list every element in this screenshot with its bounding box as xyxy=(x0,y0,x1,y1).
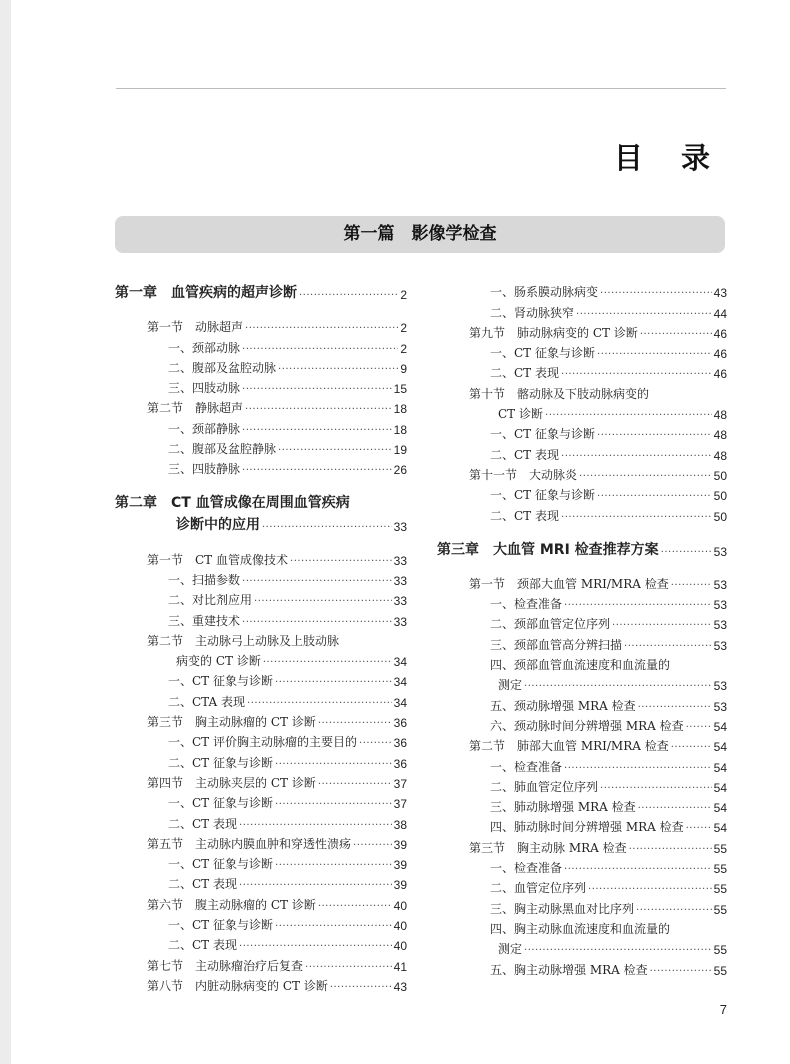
toc-page-number: 54 xyxy=(713,821,727,836)
toc-entry-title: 第二节 主动脉弓上动脉及上肢动脉 xyxy=(147,633,340,648)
toc-section[interactable] xyxy=(437,734,727,754)
toc-entry-title: 二、对比剂应用 xyxy=(168,593,253,608)
toc-page-number: 48 xyxy=(713,448,727,463)
toc-column-left xyxy=(115,280,407,994)
toc-page-number: 54 xyxy=(713,760,727,775)
toc-section[interactable] xyxy=(437,381,727,401)
part-heading: 第一篇 影像学检查 xyxy=(115,216,725,253)
toc-page-number: 18 xyxy=(393,422,407,437)
toc-section[interactable] xyxy=(115,547,407,567)
toc-entry-title: 二、CT 表现 xyxy=(490,366,560,381)
toc-entry-title: 二、CTA 表现 xyxy=(168,694,246,709)
dot-leader xyxy=(564,598,712,608)
dot-leader xyxy=(278,362,398,372)
toc-item[interactable] xyxy=(115,689,407,709)
toc-entry-title: 第五节 主动脉内膜血肿和穿透性溃疡 xyxy=(147,836,352,851)
dot-leader xyxy=(330,980,392,990)
toc-item[interactable] xyxy=(437,775,727,795)
toc-entry-title: 第二章 CT 血管成像在周围血管疾病 xyxy=(115,495,350,512)
page-title: 目 录 xyxy=(613,141,724,175)
dot-leader xyxy=(597,347,712,357)
toc-entry-title: 第四节 主动脉夹层的 CT 诊断 xyxy=(147,775,316,790)
dot-leader xyxy=(564,862,712,872)
toc-page-number: 39 xyxy=(393,858,407,873)
toc-page-number: 48 xyxy=(713,408,727,423)
toc-page-number: 9 xyxy=(400,361,407,376)
dot-leader xyxy=(661,545,712,555)
toc-section[interactable] xyxy=(437,572,727,592)
toc-chapter[interactable] xyxy=(437,537,727,559)
dot-leader xyxy=(275,675,392,685)
dot-leader xyxy=(564,761,712,771)
toc-entry-title: 第二节 静脉超声 xyxy=(147,401,244,416)
toc-page-number: 38 xyxy=(393,817,407,832)
toc-page-number: 50 xyxy=(713,509,727,524)
toc-entry-title: 一、颈部静脉 xyxy=(168,421,241,436)
toc-section[interactable] xyxy=(115,953,407,973)
page-edge xyxy=(0,0,11,1064)
toc-item[interactable] xyxy=(115,730,407,750)
dot-leader xyxy=(671,740,712,750)
toc-entry-title: 一、检查准备 xyxy=(490,597,563,612)
toc-entry-title: 六、颈动脉时间分辨增强 MRA 检查 xyxy=(490,718,684,733)
toc-item[interactable] xyxy=(437,632,727,652)
toc-item[interactable] xyxy=(115,872,407,892)
header-rule xyxy=(116,88,726,89)
toc-entry-title: 二、CT 征象与诊断 xyxy=(168,755,274,770)
toc-item[interactable] xyxy=(437,361,727,381)
toc-page-number: 40 xyxy=(393,898,407,913)
toc-entry-title: 三、胸主动脉黑血对比序列 xyxy=(490,901,635,916)
dot-leader xyxy=(242,382,392,392)
toc-page-number: 46 xyxy=(713,347,727,362)
toc-page-number: 33 xyxy=(393,573,407,588)
toc-item[interactable] xyxy=(115,356,407,376)
toc-entry-title: 测定 xyxy=(498,942,523,957)
toc-entry-title: 一、肠系膜动脉病变 xyxy=(490,285,599,300)
toc-page-number: 53 xyxy=(713,679,727,694)
toc-chapter-continued[interactable] xyxy=(115,512,407,534)
toc-page-number: 36 xyxy=(393,756,407,771)
dot-leader xyxy=(650,964,712,974)
toc-entry-title: 第十节 髂动脉及下肢动脉病变的 xyxy=(469,386,650,401)
toc-item[interactable] xyxy=(437,483,727,503)
toc-section[interactable] xyxy=(115,396,407,416)
toc-page-number: 2 xyxy=(400,341,407,356)
toc-page-number: 53 xyxy=(713,699,727,714)
toc-entry-continued[interactable] xyxy=(115,649,407,669)
toc-page-number: 36 xyxy=(393,736,407,751)
toc-entry-title: 第六节 腹主动脉瘤的 CT 诊断 xyxy=(147,897,316,912)
toc-entry-title: 二、CT 表现 xyxy=(168,877,238,892)
toc-item[interactable] xyxy=(437,693,727,713)
dot-leader xyxy=(242,423,392,433)
toc-item[interactable] xyxy=(437,280,727,300)
toc-entry-title: 测定 xyxy=(498,678,523,693)
toc-item[interactable] xyxy=(115,669,407,689)
toc-entry-title: 四、肺动脉时间分辨增强 MRA 检查 xyxy=(490,820,684,835)
toc-entry-title: 二、腹部及盆腔静脉 xyxy=(168,442,277,457)
dot-leader xyxy=(318,777,392,787)
dot-leader xyxy=(636,903,712,913)
page-number: 7 xyxy=(719,1002,727,1017)
toc-page-number: 34 xyxy=(393,675,407,690)
toc-item[interactable] xyxy=(437,422,727,442)
dot-leader xyxy=(629,842,712,852)
dot-leader xyxy=(239,818,392,828)
dot-leader xyxy=(600,781,712,791)
toc-page-number: 50 xyxy=(713,468,727,483)
toc-item[interactable] xyxy=(115,791,407,811)
toc-entry-title: 一、颈部动脉 xyxy=(168,340,241,355)
toc-entry-title: CT 诊断 xyxy=(498,407,544,422)
toc-entry-continued[interactable] xyxy=(437,673,727,693)
toc-page-number: 37 xyxy=(393,797,407,812)
dot-leader xyxy=(671,578,712,588)
toc-section[interactable] xyxy=(437,835,727,855)
dot-leader xyxy=(524,943,712,953)
toc-entry-title: 一、CT 征象与诊断 xyxy=(168,857,274,872)
toc-entry-title: 五、胸主动脉增强 MRA 检查 xyxy=(490,962,648,977)
toc-page-number: 55 xyxy=(713,841,727,856)
dot-leader xyxy=(242,574,392,584)
toc-page-number: 2 xyxy=(400,321,407,336)
toc-page-number: 55 xyxy=(713,882,727,897)
toc-entry-title: 二、CT 表现 xyxy=(168,938,238,953)
dot-leader xyxy=(275,919,392,929)
toc-page-number: 36 xyxy=(393,716,407,731)
toc-entry-title: 一、CT 征象与诊断 xyxy=(490,346,596,361)
toc-page-number: 41 xyxy=(393,959,407,974)
dot-leader xyxy=(245,321,398,331)
dot-leader xyxy=(318,716,392,726)
dot-leader xyxy=(353,838,392,848)
dot-leader xyxy=(299,288,398,298)
toc-item[interactable] xyxy=(437,612,727,632)
toc-page-number: 53 xyxy=(713,577,727,592)
toc-section[interactable] xyxy=(115,771,407,791)
toc-section[interactable] xyxy=(115,629,407,649)
toc-page-number: 54 xyxy=(713,719,727,734)
dot-leader xyxy=(638,700,712,710)
dot-leader xyxy=(275,858,392,868)
toc-section[interactable] xyxy=(115,710,407,730)
toc-item[interactable] xyxy=(437,714,727,734)
toc-item[interactable] xyxy=(437,592,727,612)
toc-item[interactable] xyxy=(437,754,727,774)
dot-leader xyxy=(278,443,392,453)
toc-entry-title: 二、CT 表现 xyxy=(490,508,560,523)
dot-leader xyxy=(290,554,392,564)
dot-leader xyxy=(561,449,712,459)
toc-entry-title: 病变的 CT 诊断 xyxy=(176,654,261,669)
toc-entry-title: 第一节 动脉超声 xyxy=(147,320,244,335)
dot-leader xyxy=(318,899,392,909)
toc-entry-title: 第三节 胸主动脉瘤的 CT 诊断 xyxy=(147,715,316,730)
toc-section[interactable] xyxy=(115,315,407,335)
toc-item[interactable] xyxy=(115,588,407,608)
toc-entry-title: 二、腹部及盆腔动脉 xyxy=(168,360,277,375)
dot-leader xyxy=(640,327,712,337)
toc-entry-title: 第一节 CT 血管成像技术 xyxy=(147,552,289,567)
toc-entry-title: 三、四肢静脉 xyxy=(168,462,241,477)
toc-entry-title: 第三节 胸主动脉 MRA 检查 xyxy=(469,840,627,855)
toc-section[interactable] xyxy=(437,321,727,341)
toc-entry-title: 第一章 血管疾病的超声诊断 xyxy=(115,285,297,301)
dot-leader xyxy=(239,939,392,949)
toc-entry-title: 二、血管定位序列 xyxy=(490,881,587,896)
toc-entry-title: 二、肾动脉狭窄 xyxy=(490,305,575,320)
toc-entry-continued[interactable] xyxy=(437,402,727,422)
toc-page-number: 55 xyxy=(713,902,727,917)
toc-item[interactable] xyxy=(115,608,407,628)
toc-entry-title: 第九节 肺动脉病变的 CT 诊断 xyxy=(469,325,638,340)
toc-item[interactable] xyxy=(115,457,407,477)
toc-item[interactable] xyxy=(115,568,407,588)
toc-item[interactable] xyxy=(115,335,407,355)
toc-page-number: 53 xyxy=(713,638,727,653)
toc-page-number: 37 xyxy=(393,776,407,791)
toc-entry-title: 四、颈部血管血流速度和血流量的 xyxy=(490,658,671,673)
toc-section[interactable] xyxy=(115,832,407,852)
toc-entry-title: 第三章 大血管 MRI 检查推荐方案 xyxy=(437,541,659,558)
toc-entry-title: 一、CT 征象与诊断 xyxy=(168,796,274,811)
toc-page-number: 53 xyxy=(713,544,727,559)
toc-page-number: 54 xyxy=(713,780,727,795)
dot-leader xyxy=(545,408,712,418)
dot-leader xyxy=(561,367,712,377)
dot-leader xyxy=(600,286,712,296)
toc-item[interactable] xyxy=(115,852,407,872)
toc-page-number: 33 xyxy=(393,594,407,609)
dot-leader xyxy=(588,882,712,892)
dot-leader xyxy=(245,402,392,412)
toc-item[interactable] xyxy=(437,815,727,835)
toc-page-number: 53 xyxy=(713,618,727,633)
dot-leader xyxy=(247,696,392,706)
toc-page-number: 33 xyxy=(393,553,407,568)
toc-entry-title: 二、CT 表现 xyxy=(168,816,238,831)
dot-leader xyxy=(638,801,712,811)
toc-chapter[interactable] xyxy=(115,490,407,512)
toc-page-number: 55 xyxy=(713,862,727,877)
toc-entry-title: 第一节 颈部大血管 MRI/MRA 检查 xyxy=(469,576,669,591)
dot-leader xyxy=(275,797,392,807)
toc-entry-title: 三、重建技术 xyxy=(168,613,241,628)
toc-entry-title: 第七节 主动脉瘤治疗后复查 xyxy=(147,958,304,973)
toc-item[interactable] xyxy=(115,376,407,396)
toc-section[interactable] xyxy=(115,974,407,994)
toc-page-number: 39 xyxy=(393,878,407,893)
toc-item[interactable] xyxy=(437,653,727,673)
toc-entry-title: 第十一节 大动脉炎 xyxy=(469,467,578,482)
toc-item[interactable] xyxy=(115,750,407,770)
toc-page-number: 55 xyxy=(713,943,727,958)
dot-leader xyxy=(239,878,392,888)
toc-page-number: 18 xyxy=(393,402,407,417)
toc-page-number: 40 xyxy=(393,939,407,954)
toc-page-number: 40 xyxy=(393,919,407,934)
dot-leader xyxy=(597,428,712,438)
toc-entry-title: 第八节 内脏动脉病变的 CT 诊断 xyxy=(147,978,328,993)
dot-leader xyxy=(242,463,392,473)
toc-page-number: 46 xyxy=(713,326,727,341)
toc-page-number: 48 xyxy=(713,428,727,443)
toc-page-number: 55 xyxy=(713,963,727,978)
toc-page-number: 43 xyxy=(393,979,407,994)
dot-leader xyxy=(576,307,712,317)
toc-page-number: 54 xyxy=(713,801,727,816)
dot-leader xyxy=(597,489,712,499)
toc-chapter[interactable] xyxy=(115,280,407,302)
toc-item[interactable] xyxy=(437,896,727,916)
toc-item[interactable] xyxy=(437,917,727,937)
toc-page-number: 26 xyxy=(393,463,407,478)
toc-page-number: 50 xyxy=(713,489,727,504)
dot-leader xyxy=(305,960,392,970)
dot-leader xyxy=(263,655,392,665)
toc-entry-continued[interactable] xyxy=(437,937,727,957)
toc-page-number: 46 xyxy=(713,367,727,382)
toc-entry-title: 三、颈部血管高分辨扫描 xyxy=(490,637,623,652)
toc-page-number: 19 xyxy=(393,443,407,458)
toc-page-number: 54 xyxy=(713,740,727,755)
dot-leader xyxy=(686,821,712,831)
toc-item[interactable] xyxy=(437,442,727,462)
toc-page-number: 15 xyxy=(393,382,407,397)
toc-item[interactable] xyxy=(437,795,727,815)
dot-leader xyxy=(624,639,712,649)
dot-leader xyxy=(612,618,712,628)
toc-section[interactable] xyxy=(115,892,407,912)
dot-leader xyxy=(275,757,392,767)
dot-leader xyxy=(242,342,398,352)
toc-entry-title: 一、检查准备 xyxy=(490,759,563,774)
dot-leader xyxy=(262,520,392,530)
toc-page-number: 2 xyxy=(400,288,407,302)
toc-entry-title: 三、肺动脉增强 MRA 检查 xyxy=(490,800,636,815)
toc-page-number: 44 xyxy=(713,306,727,321)
toc-item[interactable] xyxy=(115,933,407,953)
toc-entry-title: 一、CT 征象与诊断 xyxy=(168,918,274,933)
toc-entry-title: 四、胸主动脉血流速度和血流量的 xyxy=(490,921,671,936)
toc-item[interactable] xyxy=(437,300,727,320)
dot-leader xyxy=(359,736,392,746)
toc-item[interactable] xyxy=(115,437,407,457)
toc-entry-title: 诊断中的应用 xyxy=(176,517,260,534)
toc-entry-title: 二、CT 表现 xyxy=(490,447,560,462)
toc-item[interactable] xyxy=(437,503,727,523)
toc-item[interactable] xyxy=(115,416,407,436)
dot-leader xyxy=(524,679,712,689)
toc-entry-title: 第二节 肺部大血管 MRI/MRA 检查 xyxy=(469,739,669,754)
toc-item[interactable] xyxy=(437,341,727,361)
toc-entry-title: 一、CT 征象与诊断 xyxy=(168,674,274,689)
toc-item[interactable] xyxy=(115,811,407,831)
toc-item[interactable] xyxy=(437,856,727,876)
toc-entry-title: 一、扫描参数 xyxy=(168,572,241,587)
toc-page-number: 34 xyxy=(393,655,407,670)
toc-page-number: 33 xyxy=(393,614,407,629)
toc-page-number: 53 xyxy=(713,598,727,613)
toc-entry-title: 五、颈动脉增强 MRA 检查 xyxy=(490,698,636,713)
toc-item[interactable] xyxy=(115,913,407,933)
toc-page-number: 43 xyxy=(713,286,727,301)
toc-entry-title: 二、颈部血管定位序列 xyxy=(490,617,611,632)
dot-leader xyxy=(254,594,392,604)
toc-entry-title: 一、CT 评价胸主动脉瘤的主要目的 xyxy=(168,735,358,750)
toc-column-right xyxy=(437,280,727,978)
toc-item[interactable] xyxy=(437,957,727,977)
toc-entry-title: 二、肺血管定位序列 xyxy=(490,779,599,794)
dot-leader xyxy=(561,510,712,520)
dot-leader xyxy=(242,615,392,625)
toc-page-number: 39 xyxy=(393,837,407,852)
toc-item[interactable] xyxy=(437,876,727,896)
dot-leader xyxy=(579,469,712,479)
dot-leader xyxy=(686,720,712,730)
toc-entry-title: 一、CT 征象与诊断 xyxy=(490,488,596,503)
toc-page-number: 34 xyxy=(393,695,407,710)
toc-page-number: 33 xyxy=(393,520,407,535)
toc-section[interactable] xyxy=(437,463,727,483)
toc-entry-title: 一、CT 征象与诊断 xyxy=(490,427,596,442)
toc-entry-title: 三、四肢动脉 xyxy=(168,381,241,396)
toc-entry-title: 一、检查准备 xyxy=(490,861,563,876)
